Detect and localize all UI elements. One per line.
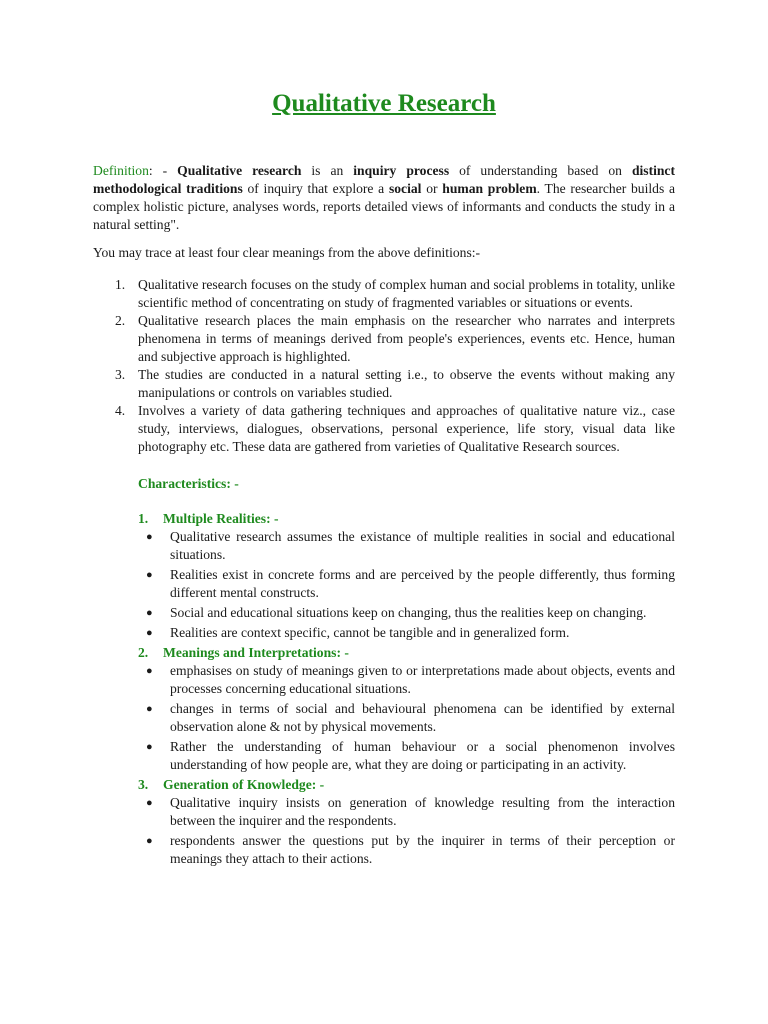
- definition-text: of understanding based on: [449, 163, 632, 178]
- definition-text: of inquiry that explore a: [242, 181, 389, 196]
- section-number: 1.: [138, 510, 149, 526]
- bullet-list: [93, 662, 675, 774]
- meanings-list: [93, 276, 675, 456]
- characteristics-heading: Characteristics: -: [138, 475, 239, 491]
- section-generation-of-knowledge: [93, 776, 675, 868]
- bullet-text: emphasises on study of meanings given to or interpretations made about objects, events and processes concerning educational situations.: [170, 662, 675, 696]
- list-item-text: Involves a variety of data gathering techniques and approaches of qualitative nature viz., case study, interviews, dialogues, observations, personal experience, life story, visual data like photography etc. These data are gathered from varieties of Qualitative Research sources.: [138, 402, 675, 454]
- bullet-text: Rather the understanding of human behaviour or a social phenomenon involves understanding of how people are, what they are doing or participating in an activity.: [170, 738, 675, 772]
- bullet-text: Qualitative inquiry insists on generation of knowledge resulting from the interaction between the inquirer and the respondents.: [170, 794, 675, 828]
- list-number: 1.: [115, 276, 126, 292]
- section-number: 2.: [138, 644, 149, 660]
- section-number: 3.: [138, 776, 149, 792]
- bullet-icon: ●: [146, 664, 153, 677]
- bullet-icon: ●: [146, 626, 153, 639]
- section-multiple-realities: [93, 510, 675, 642]
- list-item: [93, 312, 675, 366]
- definition-text: is an: [301, 163, 354, 178]
- bullet-item: [93, 700, 675, 736]
- definition-term-methodological-traditions: distinct methodological traditions: [93, 163, 675, 196]
- list-item-text: The studies are conducted in a natural setting i.e., to observe the events without making any manipulations or controls on variables studied.: [138, 366, 675, 400]
- bullet-item: [93, 566, 675, 602]
- definition-text: . The researcher builds a complex holistic picture, analyses words, reports detailed views of informants and conducts the study in a natural setting".: [93, 181, 676, 232]
- bullet-item: [93, 662, 675, 698]
- bullet-item: [93, 624, 675, 642]
- section-heading-text: Generation of Knowledge: -: [163, 776, 325, 792]
- bullet-text: Realities are context specific, cannot be tangible and in generalized form.: [170, 624, 570, 640]
- list-item: [93, 402, 675, 456]
- bullet-text: Social and educational situations keep on changing, thus the realities keep on changing.: [170, 604, 647, 620]
- definition-text: or: [421, 181, 443, 196]
- section-heading-text: Meanings and Interpretations: -: [163, 644, 349, 660]
- bullet-icon: ●: [146, 530, 153, 543]
- bullet-text: Qualitative research assumes the existance of multiple realities in social and educational situations.: [170, 528, 675, 562]
- bullet-item: [93, 528, 675, 564]
- bullet-icon: ●: [146, 834, 153, 847]
- intro-sentence: You may trace at least four clear meanings from the above definitions:-: [93, 245, 481, 260]
- section-heading-text: Multiple Realities: -: [163, 510, 279, 526]
- page-title: Qualitative Research: [272, 90, 496, 117]
- bullet-list: [93, 528, 675, 642]
- definition-term-social: social: [388, 181, 422, 196]
- definition-label: Definition: [93, 163, 149, 178]
- bullet-item: [93, 832, 675, 868]
- list-item-text: Qualitative research focuses on the study of complex human and social problems in totality, unlike scientific method of concentrating on study of fragmented variables or situations or events.: [138, 276, 675, 310]
- bullet-text: changes in terms of social and behavioural phenomena can be identified by external observation alone & not by physical movements.: [170, 700, 675, 734]
- bullet-icon: ●: [146, 796, 153, 809]
- list-item: [93, 366, 675, 402]
- bullet-icon: ●: [146, 740, 153, 753]
- definition-colon: : -: [148, 163, 178, 178]
- bullet-icon: ●: [146, 568, 153, 581]
- bullet-text: Realities exist in concrete forms and are perceived by the people differently, thus forming different mental constructs.: [170, 566, 675, 600]
- definition-term-inquiry-process: inquiry process: [353, 163, 450, 178]
- definition-term-qualitative-research: Qualitative research: [177, 163, 302, 178]
- definition-term-human-problem: human problem: [442, 181, 537, 196]
- section-heading: [93, 510, 675, 528]
- bullet-icon: ●: [146, 606, 153, 619]
- bullet-item: [93, 738, 675, 774]
- document-page: [93, 86, 675, 870]
- bullet-text: respondents answer the questions put by the inquirer in terms of their perception or meanings they attach to their actions.: [170, 832, 675, 866]
- bullet-item: [93, 794, 675, 830]
- list-item: [93, 276, 675, 312]
- list-number: 4.: [115, 402, 126, 418]
- definition-paragraph: [93, 162, 675, 234]
- list-number: 2.: [115, 312, 126, 328]
- list-item-text: Qualitative research places the main emphasis on the researcher who narrates and interprets phenomena in terms of meanings derived from people's experiences, events etc. Hence, human and subjective approach is highlighted.: [138, 312, 675, 364]
- list-number: 3.: [115, 366, 126, 382]
- bullet-icon: ●: [146, 702, 153, 715]
- bullet-item: [93, 604, 675, 622]
- section-heading: [93, 776, 675, 794]
- bullet-list: [93, 794, 675, 868]
- section-meanings-and-interpretations: [93, 644, 675, 774]
- section-heading: [93, 644, 675, 662]
